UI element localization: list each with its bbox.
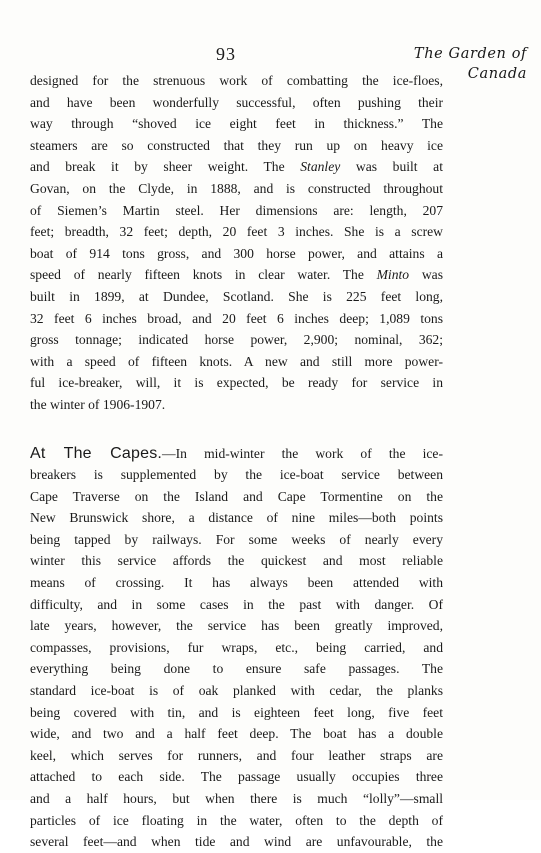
text-line: with a speed of fifteen knots. A new and still more power- (30, 353, 443, 369)
text-line: boat of 914 tons gross, and 300 horse power, and attains a (30, 245, 443, 261)
paragraph-ice-breakers (30, 70, 443, 416)
section-first-line-text: —In mid-winter the work of the ice- (162, 445, 443, 461)
text-line: Cape Traverse on the Island and Cape Tormentine on the (30, 488, 443, 504)
text-line: winter this service affords the quickest and most reliable (30, 553, 443, 569)
text-line: several feet—and when tide and wind are unfavourable, the (30, 834, 443, 850)
text-line: the winter of 1906-1907. (30, 396, 166, 412)
text-line: 32 feet 6 inches broad, and 20 feet 6 inches deep; 1,089 tons (30, 310, 443, 326)
text-line: way through “shoved ice eight feet in thickness.” The (30, 116, 443, 132)
text-line: of Siemen’s Martin steel. Her dimensions are: length, 207 (30, 202, 443, 218)
section-first-line (30, 443, 443, 465)
text-line: designed for the strenuous work of combatting the ice-floes, (30, 73, 443, 88)
running-title-line-2: Canada (467, 66, 527, 82)
paragraph-gap (30, 416, 443, 443)
text-line: New Brunswick shore, a distance of nine miles—both points (30, 510, 443, 526)
text-line: Govan, on the Clyde, in 1888, and is constructed throughout (30, 180, 443, 196)
text-line: attached to each side. The passage usually occupies three (30, 769, 443, 785)
text-line: speed of nearly fifteen knots in clear water. The Minto was (30, 267, 443, 283)
page-number: 93 (216, 44, 236, 64)
text-line: being covered with tin, and is eighteen feet long, five feet (30, 704, 443, 720)
text-line: and a half hours, but when there is much “lolly”—small (30, 791, 443, 806)
text-line: keel, which serves for runners, and four leather straps are (30, 747, 443, 763)
text-line: ful ice-breaker, will, it is expected, be ready for service in (30, 375, 443, 391)
text-line: breakers is supplemented by the ice-boat service between (30, 467, 443, 483)
text-line: everything being done to ensure safe passages. The (30, 661, 443, 677)
text-line: wide, and two and a half feet deep. The boat has a double (30, 726, 443, 742)
text-line: being tapped by railways. For some weeks of nearly every (30, 531, 443, 547)
text-line: gross tonnage; indicated horse power, 2,900; nominal, 362; (30, 332, 443, 348)
text-line: particles of ice floating in the water, often to the depth of (30, 812, 443, 828)
text-line: means of crossing. It has always been attended with (30, 575, 443, 591)
text-line: feet; breadth, 32 feet; depth, 20 feet 3 inches. She is a screw (30, 224, 443, 240)
text-line: late years, however, the service has been greatly improved, (30, 618, 443, 634)
text-line: difficulty, and in some cases in the past with danger. Of (30, 596, 443, 612)
text-line: standard ice-boat is of oak planked with cedar, the planks (30, 683, 443, 699)
section-at-the-capes (30, 443, 443, 853)
text-line: compasses, provisions, fur wraps, etc., being carried, and (30, 639, 443, 655)
section-heading: At The Capes. (30, 444, 163, 462)
text-line: and break it by sheer weight. The Stanley was built at (30, 159, 443, 175)
text-line: built in 1899, at Dundee, Scotland. She is 225 feet long, (30, 288, 443, 304)
running-title-line-1: The Garden of (413, 46, 527, 62)
text-line: steamers are so constructed that they run up on heavy ice (30, 137, 443, 153)
text-line: and have been wonderfully successful, often pushing their (30, 94, 443, 110)
body-text (30, 70, 443, 853)
